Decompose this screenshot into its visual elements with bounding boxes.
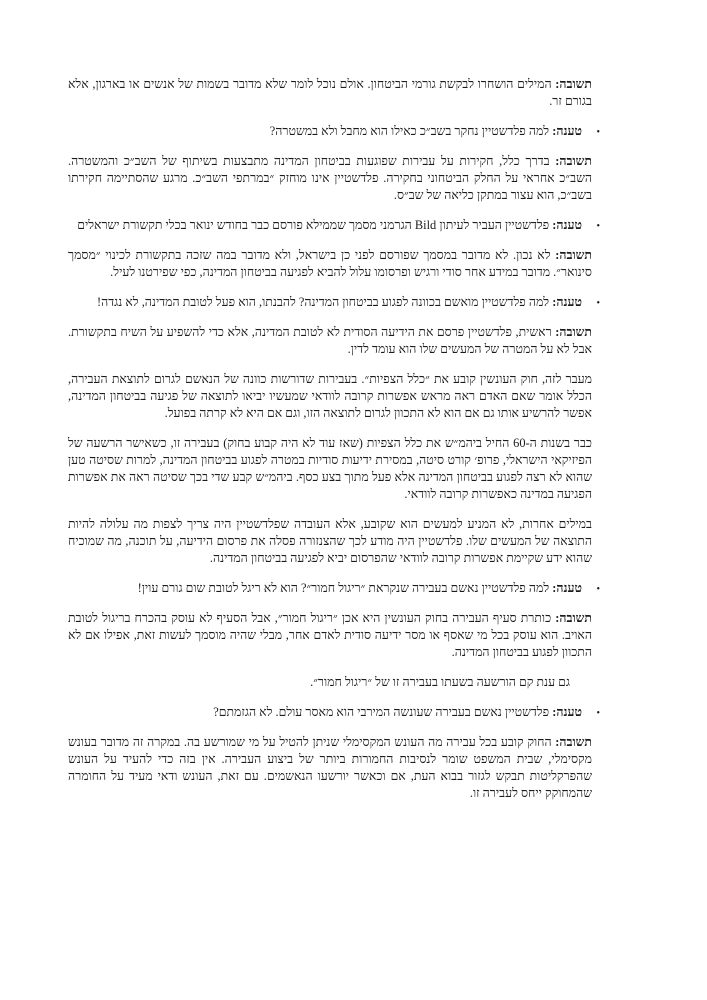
bullet-icon: • [596,127,600,138]
answer-paragraph: תשובה: בדרך כלל, חקירות על עבירות שפוגעות בביטחון המדינה מתבצעות בשיתוף של השב״כ והמשטרה. השב״כ אחראי על החלק הביטחוני בחקירה. פלדשטיין אינו מוחזק ״במרתפי השב״כ. מרגע שהסתיימה חקירתו בשב״כ, הוא עצור במתקן כליאה של שב״ס. [68,154,592,202]
answer-paragraph: תשובה: המילים הושחרו לבקשת גורמי הביטחון. אולם נוכל לומר שלא מדובר בשמות של אנשים או בארגון, אלא בגורם זר. [68,77,592,108]
answer-paragraph: תשובה: כותרת סעיף העבירה בחוק העונשין היא אכן ״ריגול חמור״, אבל הסעיף לא עוסק בהכרח בריגול לטובת האויב. הוא עוסק בכל מי שאסף או מסר ידיעה סודית לאדם אחר, מבלי שהיה מוסמך לעשות זאת, אפילו אם לא התכוון לפגוע בביטחון המדינה. [68,611,592,659]
answer-paragraph: תשובה: לא נכון. לא מדובר במסמך שפורסם לפני כן בישראל, ולא מדובר במה שזכה בתקשורת לכינוי ״מסמך סינואר״. מדובר במידע אחר סודי ורגיש ופרסומו עלול להביא לפגיעה בביטחון המדינה, כפי שפירטנו לעיל. [68,248,592,279]
answer-lead-label: תשובה: [555,735,592,749]
answer-lead-label: תשובה: [555,325,592,339]
claim-bullet-item: • טענה: למה פלדשטיין נאשם בעבירה שנקראת ״ריגול חמור״? הוא לא ריגל לטובת שום גורם עוין! [68,580,592,597]
claim-bullet-item: • טענה: פלדשטיין העביר לעיתון Bild הגרמני מסמך שממילא פורסם כבר בחודש ינואר בכלי תקשורת ישראלים [68,217,592,234]
bullet-icon: • [596,221,600,232]
claim-lead-label: טענה: [552,124,582,138]
answer-lead-label: תשובה: [555,611,592,625]
claim-bullet-item: • טענה: פלדשטיין נאשם בעבירה שעונשה המירבי הוא מאסר עולם. לא הגזמתם? [68,704,592,721]
document-text-column [68,76,600,815]
answer-paragraph: תשובה: ראשית, פלדשטיין פרסם את הידיעה הסודית לא לטובת המדינה, אלא כדי להשפיע על השיח בתקשורת. אבל לא על המטרה של המעשים שלו הוא עומד לדין. [68,325,592,356]
bullet-icon: • [596,708,600,719]
claim-lead-label: טענה: [552,218,582,232]
claim-lead-label: טענה: [552,705,582,719]
bullet-icon: • [596,298,600,309]
claim-bullet-item: • טענה: למה פלדשטיין מואשם בכוונה לפגוע בביטחון המדינה? להבנתו, הוא פעל לטובת המדינה, לא נגדה! [68,294,592,311]
claim-lead-label: טענה: [552,581,582,595]
body-paragraph: במילים אחרות, לא המניע למעשים הוא שקובע, אלא העובדה שפלדשטיין היה צריך לצפות מה עלולה להיות התוצאה של המעשים שלו. פלדשטיין היה מודע לכך שהצנזורה פסלה את פרסום הידיעה, על תוכנה, מה שמוכיח שהוא ידע שקיימת אפשרות קרובה לוודאי שהפרסום יביא לפגיעה בביטחון המדינה. [68,517,592,565]
answer-lead-label: תשובה: [555,248,592,262]
answer-lead-label: תשובה: [555,154,592,168]
body-paragraph: גם ענת קם הורשעה בשעתו בעבירה זו של ״ריגול חמור״. [310,675,570,689]
body-paragraph: כבר בשנות ה-60 החיל ביהמ״ש את כלל הצפיות (שאז עוד לא היה קבוע בחוק) בעבירה זו, כשאישר הרשעה של הפיזיקאי הישראלי, פרופ׳ קורט סיטה, במסירת ידיעות סודיות במטרה לפגוע בביטחון המדינה, למרות שסיטה טען שהוא לא רצה לפגוע בביטחון המדינה אלא פעל מתוך בצע כסף. ביהמ״ש קבע שדי בכך שסיטה ראה את אפשרות הפגיעה במדינה כאפשרות קרובה לוודאי. [68,436,592,501]
claim-lead-label: טענה: [552,295,582,309]
answer-paragraph: תשובה: החוק קובע בכל עבירה מה העונש המקסימלי שניתן להטיל על מי שמורשע בה. במקרה זה מדובר בעונש מקסימלי, שבית המשפט שומר לנסיבות החמורות ביותר של ביצוע העבירה. אין בזה כדי להעיד על העונש שהפרקליטות תבקש לגזור בבוא העת, אם וכאשר יורשעו הנאשמים. עם זאת, העונש ודאי מעיד על החומרה שהמחוקק ייחס לעבירה זו. [68,735,592,800]
answer-lead-label: תשובה: [555,77,592,91]
claim-bullet-item: • טענה: למה פלדשטיין נחקר בשב״כ כאילו הוא מחבל ולא במשטרה? [68,123,592,140]
bullet-icon: • [596,584,600,595]
body-paragraph: מעבר לזה, חוק העונשין קובע את ״כלל הצפיות״. בעבירות שדורשות כוונה של הנאשם לגרום לתוצאת העבירה, הכלל אומר שאם האדם ראה מראש אפשרות קרובה לוודאי שמעשיו יביאו לתוצאה של פגיעה בביטחון המדינה, אפשר להרשיע אותו גם אם הוא לא התכוון לגרום לתוצאה הזו, וגם אם היא לא קרתה בפועל. [68,372,592,420]
